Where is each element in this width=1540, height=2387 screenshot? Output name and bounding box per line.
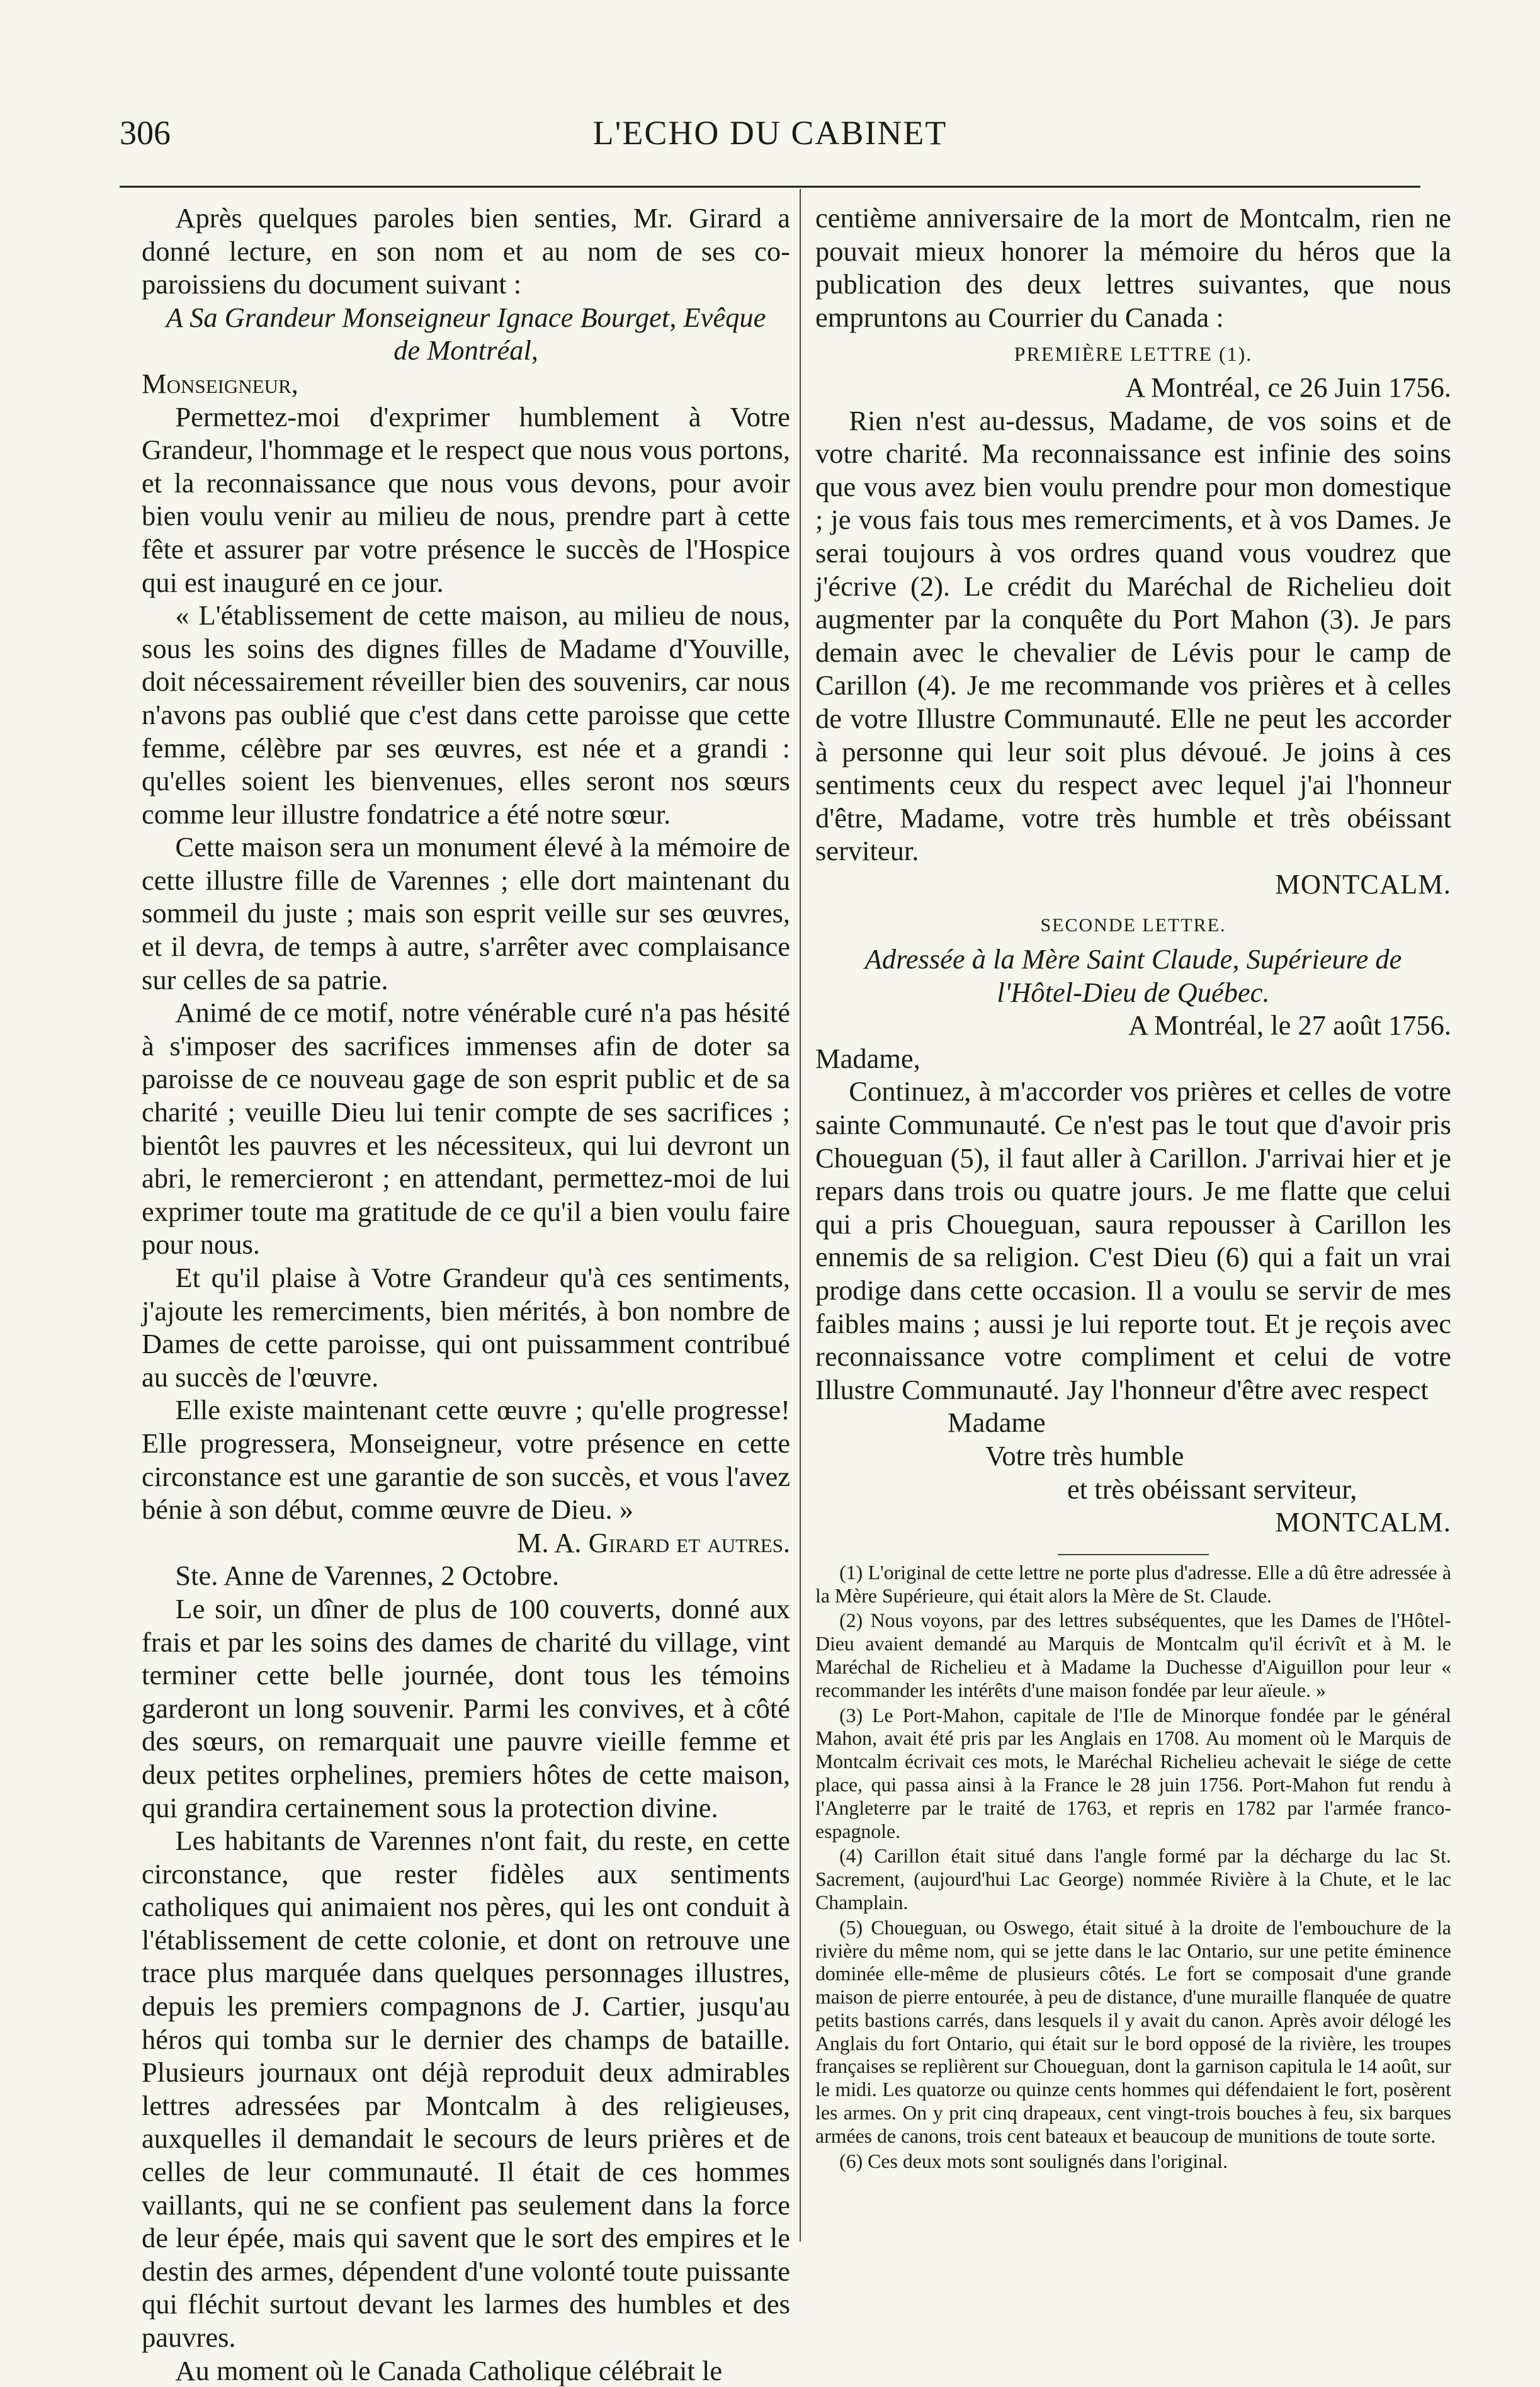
footnote-3: (3) Le Port-Mahon, capitale de l'Ile de Minorque fondée par le général Mahon, avait été pris par les Anglais en 1708. Au moment où le Marquis de Montcalm écrivait ces mots, le Maréchal Richelieu achevait le siége de cette place, qui passa ainsi à la France le 28 juin 1756. Port-Mahon fut rendu à l'Angleterre par le traité de 1763, et repris en 1782 par l'armée franco-espagnole. — [815, 1704, 1451, 1842]
journal-title: L'ECHO DU CABINET — [592, 114, 948, 152]
right-column — [815, 201, 1451, 2175]
letter2-body: Continuez, à m'accorder vos prières et celles de votre sainte Communauté. Ce n'est pas le tout que d'avoir pris Choueguan (5), il faut aller à Carillon. J'arrivai hier et je repars dans trois ou quatre jours. Je me flatte que celui qui a pris Choueguan, saura repousser à Carillon les ennemis de sa religion. C'est Dieu (6) qui a fait un vrai prodige dans cette occasion. Il a voulu se servir de mes faibles mains ; aussi je lui reporte tout. Et je reçois avec reconnaissance votre compliment et celui de votre Illustre Communauté. Jay l'honneur d'être avec respect — [815, 1075, 1451, 1405]
footnote-2: (2) Nous voyons, par des lettres subséquentes, que les Dames de l'Hôtel-Dieu avaient demandé au Marquis de Montcalm qu'il écrivît et à M. le Maréchal de Richelieu et à Madame la Duchesse d'Aiguillon pour leur « recommander les intérêts d'une maison fondée par leur aïeule. » — [815, 1609, 1451, 1701]
footnote-rule — [1058, 1554, 1209, 1555]
footnote-6: (6) Ces deux mots sont soulignés dans l'original. — [839, 2150, 1228, 2172]
left-column — [142, 201, 790, 2387]
footnote-5: (5) Choueguan, ou Oswego, était situé à la droite de l'embouchure de la rivière du même nom, qui se jette dans le lac Ontario, sur une petite éminence dominée elle-même de plusieurs côtés. Le fort se composait d'une grande maison de pierre entourée, à peu de distance, d'une muraille flanquée de quatre petits bastions carrés, dans lesquels il y avait du canon. Après avoir délogé les Anglais du fort Ontario, qui était sur le bord opposé de la rivière, les troupes françaises se replièrent sur Choueguan, dont la garnison capitula le 14 août, sur le midi. Les quatorze ou quinze cents hommes qui défendaient le fort, posèrent les armes. On y prit cinq drapeaux, cent vingt-trois bouches à feu, six barques armées de canons, trois cent bateaux et beaucoup de munitions de toute sorte. — [815, 1916, 1451, 2147]
letter2-salutation: Madame, — [815, 1042, 920, 1074]
letter2-title: SECONDE LETTRE. — [1040, 915, 1226, 936]
header-rule — [120, 186, 1420, 188]
body-paragraph-varennes: Les habitants de Varennes n'ont fait, du reste, en cette circonstance, que rester fidèles aux sentiments catholiques qui animaient nos pères, qui les ont conduit à l'établissement de cette colonie, et dont on retrouve une trace plus marquée dans quelques personnages illustres, depuis les premiers compagnons de J. Cartier, jusqu'au héros qui tomba sur le dernier des champs de bataille. Plusieurs journaux ont déjà reproduit deux admirables lettres adressées par Montcalm à des religieuses, auxquelles il demandait le secours de leurs prières et de celles de leur communauté. Il était de ces hommes vaillants, qui ne se confient pas seulement dans la force de leur épée, mais qui savent que le sort des empires et le destin des armes, dépendent d'une volonté toute puissante qui fléchit surtout devant les larmes des humbles et des pauvres. — [142, 1825, 790, 2353]
footnote-1: (1) L'original de cette lettre ne porte plus d'adresse. Elle a dû être adressée à la Mère Supérieure, qui était alors la Mère de St. Claude. — [815, 1561, 1451, 1607]
letter2-addressee-line-1: Adressée à la Mère Saint Claude, Supérieure de — [864, 943, 1402, 975]
letter1-signature: MONTCALM. — [1275, 868, 1451, 900]
letter2-signature: MONTCALM. — [1275, 1506, 1451, 1538]
address-paragraph-2: « L'établissement de cette maison, au milieu de nous, sous les soins des dignes filles de Madame d'Youville, doit nécessairement réveiller bien des souvenirs, car nous n'avons pas oublié que c'est dans cette paroisse que cette femme, célèbre par ses œuvres, est née et a grandi : qu'elles soient les bienvenues, elles seront nos sœurs comme leur illustre fondatrice a été notre sœur. — [142, 599, 790, 830]
letter2-addressee-line-2: l'Hôtel-Dieu de Québec. — [997, 976, 1270, 1008]
letter2-closing-3: et très obéissant serviteur, — [1067, 1473, 1357, 1505]
letter2-closing-2: Votre très humble — [985, 1439, 1184, 1471]
address-paragraph-3: Cette maison sera un monument élevé à la mémoire de cette illustre fille de Varennes ; elle dort maintenant du sommeil du juste ; mais son esprit veille sur ses œuvres, et il devra, de temps à autre, s'arrêter avec complaisance sur celles de sa patrie. — [142, 831, 790, 995]
letter1-title: PREMIÈRE LETTRE (1). — [1014, 343, 1253, 366]
footnotes — [815, 1562, 1451, 2174]
dateline: Ste. Anne de Varennes, 2 Octobre. — [175, 1560, 560, 1592]
address-line-2: de Montréal, — [393, 334, 538, 366]
body-paragraph-dinner: Le soir, un dîner de plus de 100 couverts, donné aux frais et par les soins des dames de charité du village, vint terminer cette belle journée, dont tous les témoins garderont un long souvenir. Parmi les convives, et à côté des sœurs, on remarquait une pauvre vieille femme et deux petites orphelines, premiers hôtes de cette maison, qui grandira certainement sous la protection divine. — [142, 1592, 790, 1823]
address-paragraph-4: Animé de ce motif, notre vénérable curé n'a pas hésité à s'imposer des sacrifices immenses afin de doter sa paroisse de ce nouveau gage de son esprit public et de sa charité ; veuille Dieu lui tenir compte de ses sacrifices ; bientôt les pauvres et les nécessiteux, qui lui devront un abri, le remercieront ; en attendant, permettez-moi de lui exprimer toute ma gratitude de ce qu'il a bien voulu faire pour nous. — [142, 997, 790, 1261]
footnote-4: (4) Carillon était situé dans l'angle formé par la décharge du lac St. Sacrement, (aujourd'hui Lac George) nommée Rivière à la Chute, et le lac Champlain. — [815, 1845, 1451, 1914]
address-paragraph-5: Et qu'il plaise à Votre Grandeur qu'à ces sentiments, j'ajoute les remerciments, bien mérités, à bon nombre de Dames de cette paroisse, qui ont puissamment contribué au succès de l'œuvre. — [142, 1262, 790, 1393]
body-paragraph-continued: Au moment où le Canada Catholique célébrait le — [175, 2354, 723, 2386]
continuation-paragraph: centième anniversaire de la mort de Montcalm, rien ne pouvait mieux honorer la mémoire du héros que la publication des deux lettres suivantes, que nous empruntons au Courrier du Canada : — [815, 202, 1451, 333]
intro-paragraph: Après quelques paroles bien senties, Mr. Girard a donné lecture, en son nom et au nom de ses co-paroissiens du document suivant : — [142, 202, 790, 300]
page-number: 306 — [120, 114, 171, 152]
address-paragraph-6: Elle existe maintenant cette œuvre ; qu'elle progresse! Elle progressera, Monseigneur, votre présence en cette circonstance est une garantie de son succès, et vous l'avez bénie à son début, comme œuvre de Dieu. » — [142, 1394, 790, 1526]
salutation: Monseigneur, — [142, 367, 298, 399]
letter1-body: Rien n'est au-dessus, Madame, de vos soins et de votre charité. Ma reconnaissance est infinie des soins que vous avez bien voulu prendre pour mon domestique ; je vous fais tous mes remerciments, et à vos Dames. Je serai toujours à vos ordres quand vous voudrez que j'écrive (2). Le crédit du Maréchal de Richelieu doit augmenter par la conquête du Port Mahon (3). Je pars demain avec le chevalier de Lévis pour le camp de Carillon (4). Je me recommande vos prières et à celles de votre Illustre Communauté. Elle ne peut les accorder à personne qui leur soit plus dévoué. Je joins à ces sentiments ceux du respect avec lequel j'ai l'honneur d'être, Madame, votre très humble et très obéissant serviteur. — [815, 404, 1451, 867]
letter2-dateline: A Montréal, le 27 août 1756. — [1128, 1009, 1451, 1041]
address-line-1: A Sa Grandeur Monseigneur Ignace Bourget, Evêque — [166, 301, 766, 333]
signature: M. A. Girard et autres. — [516, 1526, 790, 1558]
letter2-closing-1: Madame — [948, 1407, 1046, 1439]
page-header — [120, 107, 1420, 176]
column-divider — [800, 189, 801, 2242]
letter1-dateline: A Montréal, ce 26 Juin 1756. — [1125, 371, 1451, 403]
address-paragraph-1: Permettez-moi d'exprimer humblement à Votre Grandeur, l'hommage et le respect que nous vous portons, et la reconnaissance que nous vous devons, pour avoir bien voulu venir au milieu de nous, prendre part à cette fête et assurer par votre présence le succès de l'Hospice qui est inauguré en ce jour. — [142, 400, 790, 598]
